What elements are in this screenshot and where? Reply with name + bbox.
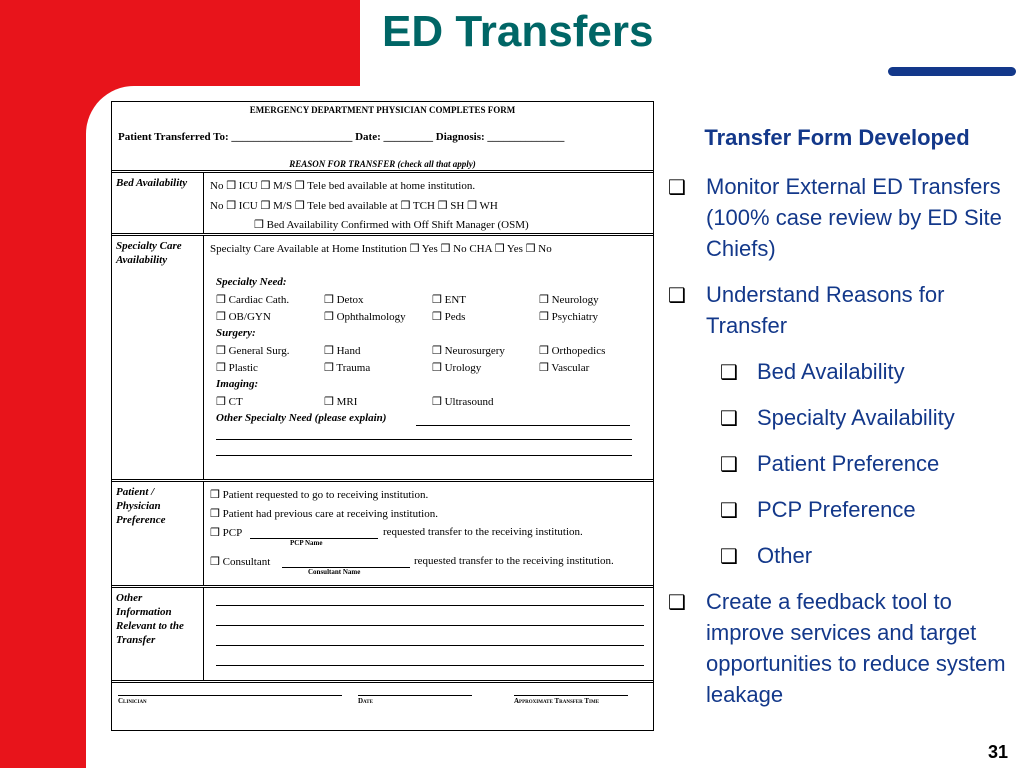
surgery-item: ❒ Orthopedics	[539, 345, 606, 357]
form-header	[112, 102, 653, 173]
specialty-care-row	[112, 236, 653, 482]
need-item: ❒ ENT	[432, 294, 466, 306]
bed-availability-row	[112, 173, 653, 236]
bed-line-2: No ❒ ICU ❒ M/S ❒ Tele bed available at ❒ TCH ❒ SH ❒ WH	[210, 200, 498, 212]
date-label: Date	[358, 697, 373, 705]
write-line	[416, 425, 630, 426]
surgery-heading: Surgery:	[216, 327, 256, 339]
need-item: ❒ Peds	[432, 311, 466, 323]
need-item: ❒ Ophthalmology	[324, 311, 406, 323]
need-item: ❒ Cardiac Cath.	[216, 294, 290, 306]
checkbox-bullet-icon: ❑	[668, 285, 686, 307]
bed-availability-label: Bed Availability	[112, 173, 204, 233]
surgery-item: ❒ Vascular	[539, 362, 590, 374]
pcp-prefix: ❒ PCP	[210, 527, 243, 539]
imaging-item: ❒ Ultrasound	[432, 396, 494, 408]
write-line	[216, 439, 632, 440]
checkbox-bullet-icon: ❑	[720, 454, 738, 476]
surgery-item: ❒ Trauma	[324, 362, 371, 374]
preference-row	[112, 482, 653, 588]
preference-content	[204, 482, 653, 585]
specialty-need-heading: Specialty Need:	[216, 276, 287, 288]
write-line	[216, 645, 644, 646]
date-line	[358, 695, 472, 696]
approx-time-label: Approximate Transfer Time	[514, 697, 600, 705]
bullet-item: Create a feedback tool to improve services and target opportunities to reduce system leakage	[706, 589, 1006, 707]
checkbox-bullet-icon: ❑	[720, 408, 738, 430]
checkbox-bullet-icon: ❑	[720, 500, 738, 522]
patient-transferred-line: Patient Transferred To: ______________________ Date: _________ Diagnosis: ______________	[118, 131, 565, 143]
surgery-item: ❒ Neurosurgery	[432, 345, 505, 357]
other-info-row	[112, 588, 653, 683]
reason-heading: REASON FOR TRANSFER (check all that apply)	[289, 159, 476, 169]
specialty-care-label: Specialty Care Availability	[112, 236, 204, 479]
consultant-name-caption: Consultant Name	[308, 568, 361, 576]
surgery-item: ❒ General Surg.	[216, 345, 290, 357]
bullet-item: Monitor External ED Transfers (100% case review by ED Site Chiefs)	[706, 174, 1002, 261]
checkbox-bullet-icon: ❑	[720, 546, 738, 568]
ed-transfer-form	[111, 101, 654, 731]
bullet-subitem: Other	[757, 543, 813, 568]
other-info-label: Other Information Relevant to the Transfer	[112, 588, 204, 680]
need-item: ❒ Detox	[324, 294, 364, 306]
time-line	[514, 695, 628, 696]
pcp-suffix: requested transfer to the receiving institution.	[383, 526, 583, 538]
write-line	[216, 625, 644, 626]
specialty-care-content	[204, 236, 653, 479]
write-line	[216, 455, 632, 456]
bed-availability-content	[204, 173, 653, 233]
slide-title: ED Transfers	[382, 7, 654, 56]
other-specialty-need: Other Specialty Need (please explain)	[216, 412, 387, 424]
checkbox-bullet-icon: ❑	[668, 592, 686, 614]
bed-line-1: No ❒ ICU ❒ M/S ❒ Tele bed available at home institution.	[210, 180, 476, 192]
checkbox-bullet-icon: ❑	[668, 177, 686, 199]
write-line	[216, 665, 644, 666]
pcp-name-caption: PCP Name	[290, 539, 323, 547]
write-line	[216, 605, 644, 606]
checkbox-bullet-icon: ❑	[720, 362, 738, 384]
bullet-subitem: PCP Preference	[757, 497, 916, 522]
signature-row	[112, 683, 653, 723]
imaging-item: ❒ CT	[216, 396, 243, 408]
need-item: ❒ Neurology	[539, 294, 599, 306]
title-underline	[888, 67, 1016, 76]
bed-line-3: ❒ Bed Availability Confirmed with Off Shift Manager (OSM)	[254, 219, 529, 231]
need-item: ❒ Psychiatry	[539, 311, 599, 323]
imaging-heading: Imaging:	[216, 378, 259, 390]
other-info-content	[204, 588, 653, 680]
bullet-subitem: Specialty Availability	[757, 405, 955, 430]
imaging-item: ❒ MRI	[324, 396, 358, 408]
pref-line-1: ❒ Patient requested to go to receiving institution.	[210, 489, 429, 501]
preference-label: Patient / Physician Preference	[112, 482, 204, 585]
consultant-prefix: ❒ Consultant	[210, 556, 271, 568]
bullet-subitem: Bed Availability	[757, 359, 905, 384]
bullet-heading: Transfer Form Developed	[704, 125, 970, 150]
bullet-item: Understand Reasons for Transfer	[706, 282, 945, 338]
pref-line-2: ❒ Patient had previous care at receiving institution.	[210, 508, 438, 520]
clinician-line	[118, 695, 342, 696]
clinician-label: Clinician	[118, 697, 147, 705]
surgery-item: ❒ Plastic	[216, 362, 258, 374]
form-title: EMERGENCY DEPARTMENT PHYSICIAN COMPLETES FORM	[249, 105, 516, 115]
specialty-available-line: Specialty Care Available at Home Institution ❒ Yes ❒ No CHA ❒ Yes ❒ No	[210, 243, 552, 255]
bullet-subitem: Patient Preference	[757, 451, 940, 476]
surgery-item: ❒ Hand	[324, 345, 361, 357]
need-item: ❒ OB/GYN	[216, 311, 271, 323]
consultant-suffix: requested transfer to the receiving institution.	[414, 555, 614, 567]
surgery-item: ❒ Urology	[432, 362, 482, 374]
page-number: 31	[987, 742, 1008, 762]
